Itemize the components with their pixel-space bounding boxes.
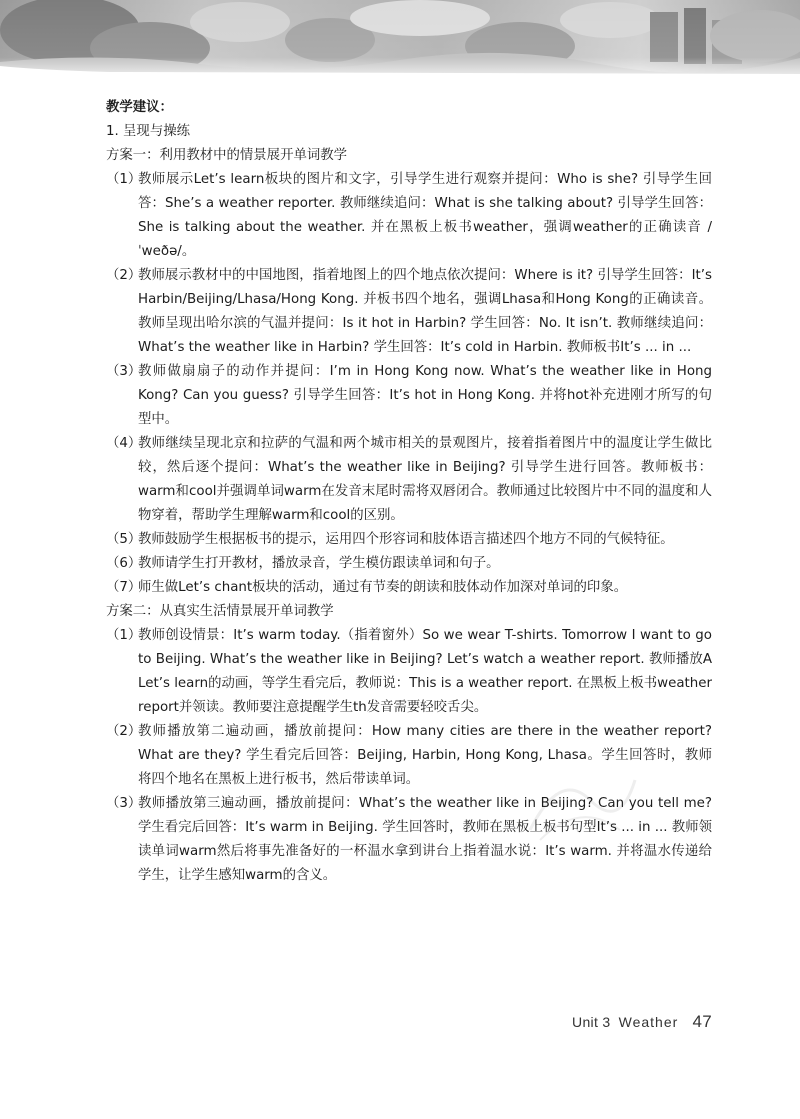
item-number: （1） xyxy=(106,628,142,643)
item-number: （3） xyxy=(106,364,142,379)
plan-one-title: 方案一：利用教材中的情景展开单词教学 xyxy=(106,148,348,163)
teaching-suggestions-heading: 教学建议： xyxy=(106,100,173,115)
plan-two-item xyxy=(106,624,712,720)
plan-two-title: 方案二：从真实生活情景展开单词教学 xyxy=(106,604,334,619)
plan-one-item xyxy=(106,552,712,576)
item-text: 教师继续呈现北京和拉萨的气温和两个城市相关的景观图片，接着指着图片中的温度让学生做比较，然后逐个提问：What’s the weather like in Beijing? 引导学生进行回答。教师板书：warm和cool并强调单词warm在发音末尾时需将双唇闭合。教师通过比较图片中不同的温度和人物穿着，帮助学生理解warm和cool的区别。 xyxy=(138,436,712,523)
decorative-watermark-icon xyxy=(520,760,640,850)
item-text: 教师创设情景：It’s warm today.（指着窗外）So we wear T-shirts. Tomorrow I want to go to Beijing. What’s the weather like in Beijing? Let’s watch a weather report. 教师播放A Let’s learn的动画，等学生看完后，教师说：This is a weather report. 在黑板上板书weather report并领读。教师要注意提醒学生th发音需要轻咬舌尖。 xyxy=(138,628,712,715)
unit-subject: Weather xyxy=(618,1014,679,1030)
page-number: 47 xyxy=(692,1012,712,1031)
item-text: 教师请学生打开教材，播放录音，学生模仿跟读单词和句子。 xyxy=(138,556,500,571)
item-number: （1） xyxy=(106,172,142,187)
item-number: （5） xyxy=(106,532,142,547)
item-text: 教师展示Let’s learn板块的图片和文字，引导学生进行观察并提问：Who is she? 引导学生回答：She’s a weather reporter. 教师继续追问：What is she talking about? 引导学生回答：She is talking about the weather. 并在黑板上板书weather，强调weather的正确读音 /ˈweðə/。 xyxy=(138,172,712,259)
plan-one-item xyxy=(106,576,712,600)
item-text: 教师播放第三遍动画，播放前提问：What’s the weather like in Beijing? Can you tell me? 学生看完后回答：It’s warm in Beijing. 学生回答时，教师在黑板上板书句型It’s ... in ... 教师领读单词warm然后将事先准备好的一杯温水拿到讲台上指着温水说：It’s warm. 并将温水传递给学生，让学生感知warm的含义。 xyxy=(138,796,712,883)
item-number: （4） xyxy=(106,436,142,451)
item-number: （7） xyxy=(106,580,142,595)
header-banner xyxy=(0,0,800,82)
item-number: （3） xyxy=(106,796,142,811)
item-text: 教师播放第二遍动画，播放前提问：How many cities are there in the weather report? What are they? 学生看完后回答：Beijing, Harbin, Hong Kong, Lhasa。学生回答时，教师将四个地名在黑板上进行板书，然后带读单词。 xyxy=(138,724,712,787)
plan-one-item xyxy=(106,432,712,528)
decorative-banner-icon xyxy=(0,0,800,82)
item-text: 师生做Let’s chant板块的活动，通过有节奏的朗读和肢体动作加深对单词的印象。 xyxy=(138,580,628,595)
section-title: 1. 呈现与操练 xyxy=(106,124,190,139)
item-text: 教师做扇扇子的动作并提问：I’m in Hong Kong now. What’s the weather like in Hong Kong? Can you guess? 引导学生回答：It’s hot in Hong Kong. 并将hot补充进刚才所写的句型中。 xyxy=(138,364,712,427)
item-number: （6） xyxy=(106,556,142,571)
plan-one-item xyxy=(106,360,712,432)
item-number: （2） xyxy=(106,724,142,739)
unit-label: Unit 3 xyxy=(572,1014,611,1030)
item-text: 教师鼓励学生根据板书的提示，运用四个形容词和肢体语言描述四个地方不同的气候特征。 xyxy=(138,532,674,547)
item-number: （2） xyxy=(106,268,142,283)
page-footer xyxy=(572,1012,712,1032)
plan-one-item xyxy=(106,528,712,552)
plan-one-item xyxy=(106,168,712,264)
item-text: 教师展示教材中的中国地图，指着地图上的四个地点依次提问：Where is it? 引导学生回答：It’s Harbin/Beijing/Lhasa/Hong Kong. 并板书四个地名，强调Lhasa和Hong Kong的正确读音。教师呈现出哈尔滨的气温并提问：Is it hot in Harbin? 学生回答：No. It isn’t. 教师继续追问：What’s the weather like in Harbin? 学生回答：It’s cold in Harbin. 教师板书It’s ... in ... xyxy=(138,268,712,355)
plan-one-item xyxy=(106,264,712,360)
